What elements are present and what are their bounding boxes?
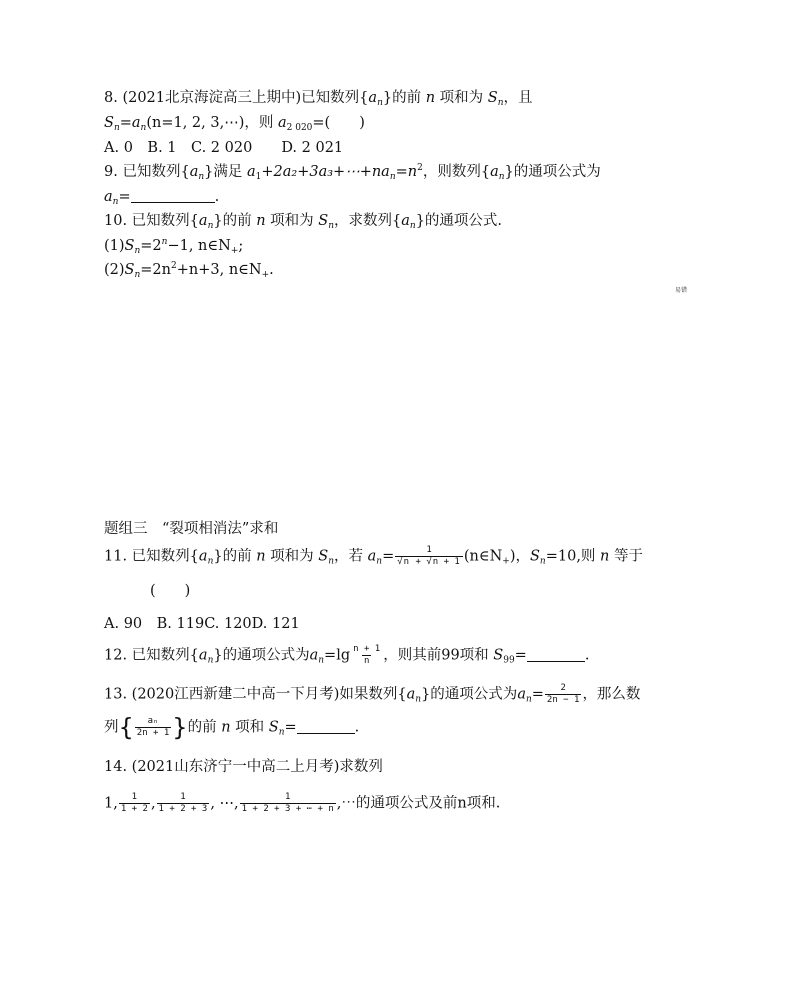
q11-answer-paren: ( ) (150, 583, 191, 599)
q10-part1: $(1)S_n=2^n-1$, $n\in N_+$; (104, 237, 244, 256)
q9-line1: 9. 已知数列$\{a_n\}$满足 $a_1+2a_2+3a_3+\cdots+na_n=n^2$，则数列$\{a_n\}$的通项公式为 (104, 163, 601, 182)
q9-answer-blank[interactable] (131, 188, 215, 203)
q8-number: 8. (104, 90, 118, 106)
q12-answer-blank[interactable] (527, 647, 585, 662)
q14-number: 14. (104, 759, 128, 775)
q13-line1: 13. (2020江西新建二中高一下月考)如果数列$\{a_n\}$的通项公式为$a_n=$ $\frac{2}{2n - 1}$ ，那么数 (104, 683, 641, 705)
q14-source: (2021山东济宁一中高二上月考) (131, 759, 340, 775)
q10-line1: 10. 已知数列$\{a_n\}$的前 n 项和为 $S_n$，求数列$\{a_n\}$的通项公式. (104, 213, 503, 231)
q11-number: 11. (104, 548, 128, 565)
q8-source: (2021北京海淀高三上期中) (122, 90, 302, 106)
q10-number: 10. (104, 213, 128, 229)
q8-options: A. 0 B. 1 C. 2 020 D. 2 021 (104, 140, 344, 156)
error-prone-stamp: 易错 (675, 287, 688, 294)
q14-fraction-1: $\frac{1}{1 + 2}$ (120, 792, 148, 814)
q13-number: 13. (104, 686, 128, 703)
q14-fraction-2: $\frac{1}{1 + 2 + 3}$ (158, 792, 208, 814)
group3-heading: 题组三 “裂项相消法”求和 (104, 521, 279, 537)
q11-line1: 11. 已知数列$\{a_n\}$的前 n 项和为 $S_n$，若 $a_n=$ $\frac{1}{√n + √n + 1}$ $(n\in N_+)$，$S_n=10$,则 n 等于 (104, 545, 643, 567)
q8-line1: 8. (2021北京海淀高三上期中)已知数列$\{a_n\}$的前 n 项和为 $S_n$，且 (104, 90, 533, 108)
q11-fraction: $\frac{1}{√n + √n + 1}$ (395, 545, 463, 568)
q13-fraction: $\frac{2}{2n - 1}$ (546, 683, 580, 705)
q11-options: A. 90 B. 119C. 120D. 121 (104, 616, 300, 632)
q12-fraction: $\frac{n + 1}{n}$ (353, 644, 381, 666)
q12-line1: 12. 已知数列$\{a_n\}$的通项公式为$a_n=\lg$ $\frac{n + 1}{n}$ ，则其前99项和 $S_{99}=$ . (104, 644, 590, 666)
q14-line2: 1, $\frac{1}{1 + 2}$ , $\frac{1}{1 + 2 + 3}$ , ⋯, $\frac{1}{1 + 2 + 3 + \cdots + n}$ ,⋯的通项公式及前n项和. (104, 792, 501, 814)
q10-part2: $(2)S_n=2n^2+n+3$, $n\in N_+$. (104, 261, 274, 280)
q12-number: 12. (104, 647, 128, 664)
q13-source: (2020江西新建二中高一下月考) (131, 686, 340, 703)
q13-line2: 列{ $\frac{\text{aₙ}}{2n + 1}$ }的前 n 项和 $S_n=$ . (104, 713, 360, 742)
q9-answer-line: $a_n=$ . (104, 189, 220, 207)
q14-line1: 14. (2021山东济宁一中高二上月考)求数列 (104, 759, 383, 775)
q9-number: 9. (104, 164, 118, 180)
q13-inner-fraction: $\frac{\text{aₙ}}{2n + 1}$ (136, 716, 170, 738)
q13-answer-blank[interactable] (297, 719, 355, 734)
q14-fraction-3: $\frac{1}{1 + 2 + 3 + \cdots + n}$ (241, 792, 334, 814)
q8-line2: $S_n=a_n(n=1$, 2, 3,⋯)，则 $a_{2 020}=$( ) (104, 115, 365, 133)
